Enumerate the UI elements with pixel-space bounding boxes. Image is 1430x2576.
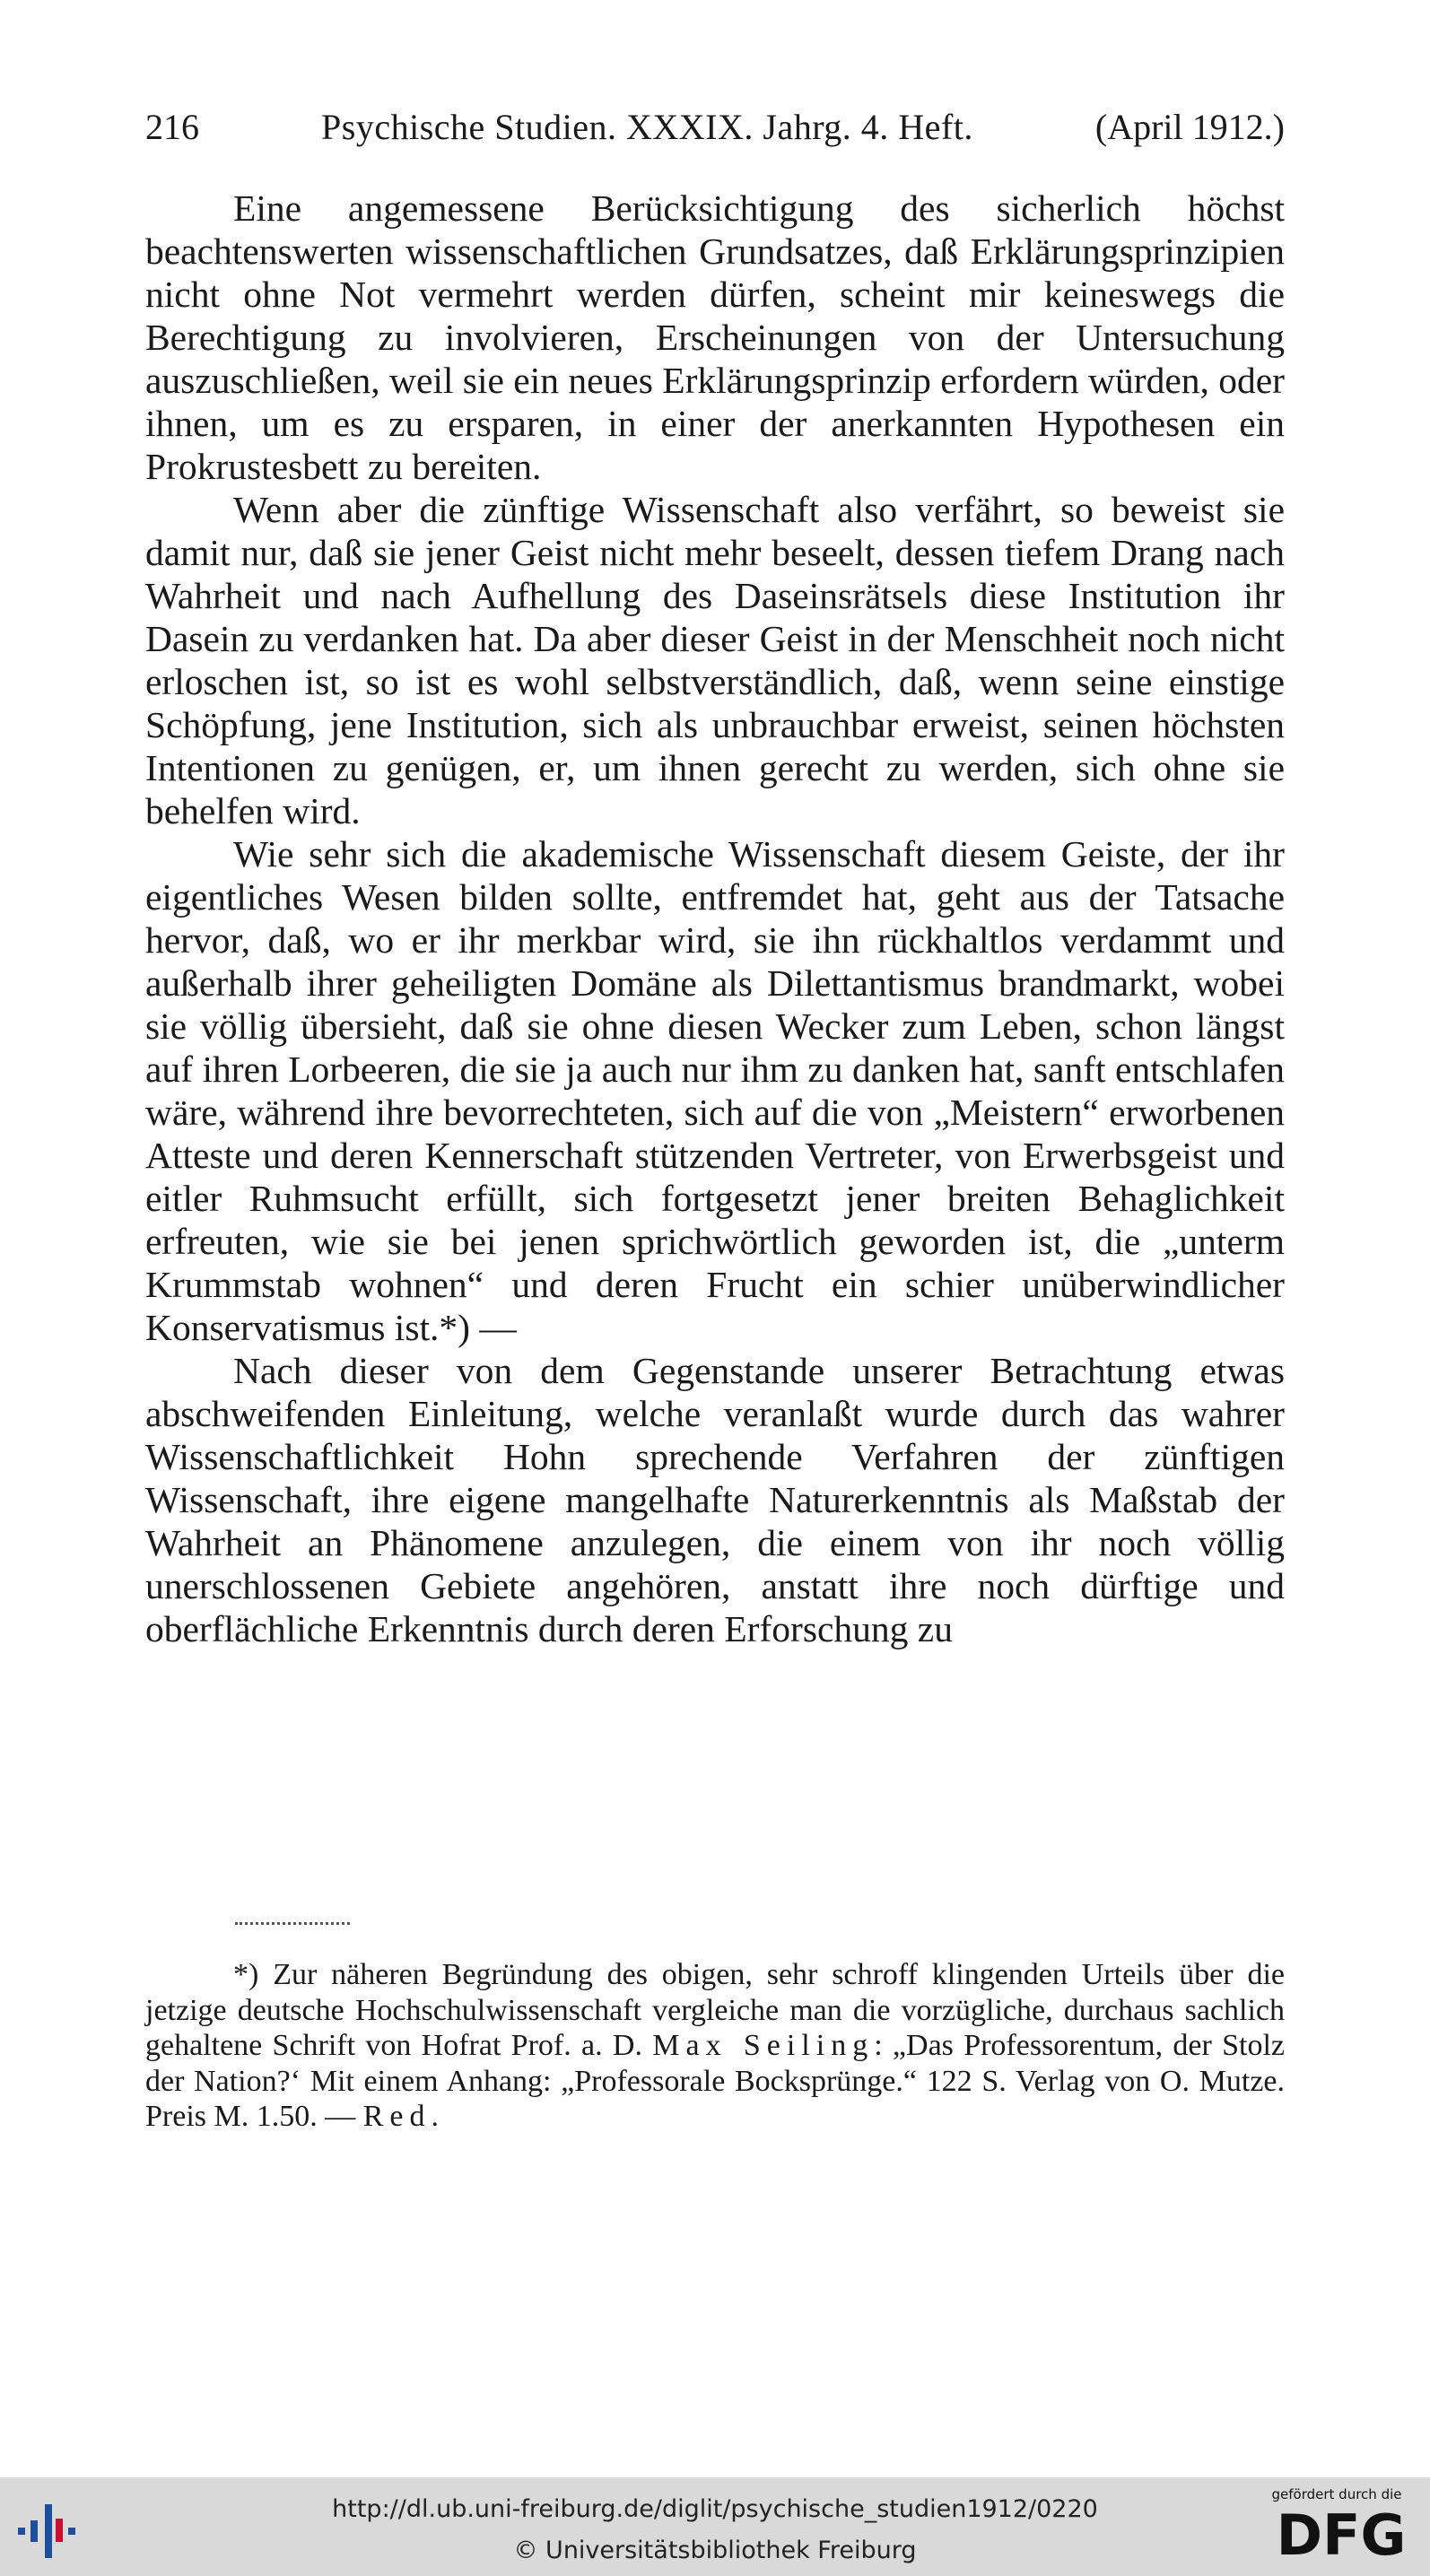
issue-date: (April 1912.) xyxy=(1094,107,1285,147)
article-body xyxy=(145,187,1285,1650)
dfg-logo-text: DFG xyxy=(1276,2502,1407,2563)
footer-copyright: © Universitätsbibliothek Freiburg xyxy=(513,2537,917,2564)
footnote xyxy=(145,1957,1285,2135)
paragraph: Eine angemessene Berücksichtigung des sicherlich höchst beachtenswerten wissenschaftlichen Grundsatzes, daß Erklärungsprinzipien nicht ohne Not vermehrt werden dürfen, scheint mir keineswegs die Berechtigung zu involvieren, Erscheinungen von der Untersuchung auszuschließen, weil sie ein neues Erklärungsprinzip erfordern würden, oder ihnen, um es zu ersparen, in einer der anerkannten Hypothesen ein Prokrustesbett zu bereiten. xyxy=(145,187,1285,487)
page-header xyxy=(145,106,1285,148)
journal-title: Psychische Studien. XXXIX. Jahrg. 4. Heft. xyxy=(321,107,973,147)
funding-caption: gefördert durch die xyxy=(1271,2486,1402,2502)
paragraph: Wie sehr sich die akademische Wissenschaft diesem Geiste, der ihr eigentliches Wesen bilden sollte, entfremdet hat, geht aus der Tatsache hervor, daß, wo er ihr merkbar wird, sie ihn rückhaltlos verdammt und außerhalb ihrer geheiligten Domäne als Dilettantismus brandmarkt, wobei sie völlig übersieht, daß sie ohne diesen Wecker zum Leben, schon längst auf ihren Lorbeeren, die sie ja auch nur ihm zu danken hat, sanft entschlafen wäre, während ihre bevorrechteten, sich auf die von „Meistern“ erworbenen Atteste und deren Kennerschaft stützenden Vertreter, von Erwerbsgeist und eitler Ruhmsucht erfüllt, sich fortgesetzt jener breiten Behaglichkeit erfreuten, wie sie bei jenen sprichwörtlich geworden ist, die „unterm Krummstab wohnen“ und deren Frucht ein schier unüberwindlicher Konservatismus ist.*) — xyxy=(145,833,1285,1348)
footer-url[interactable]: http://dl.ub.uni-freiburg.de/diglit/psychische_studien1912/0220 xyxy=(332,2495,1098,2523)
dfg-logo-icon xyxy=(1265,2501,1417,2563)
paragraph: Wenn aber die zünftige Wissenschaft also verfährt, so beweist sie damit nur, daß sie jener Geist nicht mehr beseelt, dessen tiefem Drang nach Wahrheit und nach Aufhellung des Daseinsrätsels diese Institution ihr Dasein zu verdanken hat. Da aber dieser Geist in der Menschheit noch nicht erloschen ist, so ist es wohl selbstverständlich, daß, wenn seine einstige Schöpfung, jene Institution, sich als unbrauchbar erweist, seinen höchsten Intentionen zu genügen, er, um ihnen gerecht zu werden, sich ohne sie behelfen wird. xyxy=(145,489,1285,831)
footnote-text: : „Das Professorentum, der Stolz der Nation?‘ Mit einem Anhang: „Professorale Bocksprünge.“ 122 S. Verlag von O. Mutze. Preis M. 1.50. — xyxy=(145,2029,1285,2133)
page-number: 216 xyxy=(145,107,199,147)
footnote-text: *) Zur näheren Begründung des obigen, sehr schroff klingenden Urteils über die jetzige deutsche Hochschulwissenschaft vergleiche man die vorzügliche, durchaus sachlich gehaltene Schrift von Hofrat Prof. a. D. xyxy=(145,1958,1285,2062)
footnote-divider xyxy=(235,1922,350,1925)
footnote-author: Max Seiling xyxy=(652,2029,875,2062)
footnote-editor: Red. xyxy=(362,2100,446,2133)
paragraph: Nach dieser von dem Gegenstande unserer Betrachtung etwas abschweifenden Einleitung, welche veranlaßt wurde durch das wahrer Wissenschaftlichkeit Hohn sprechende Verfahren der zünftigen Wissenschaft, ihre eigene mangelhafte Naturerkenntnis als Maßstab der Wahrheit an Phänomene anzulegen, die einem von ihr noch völlig unerschlossenen Gebiete angehören, anstatt ihre noch dürftige und oberflächliche Erkenntnis durch deren Erforschung zu xyxy=(145,1350,1285,1649)
